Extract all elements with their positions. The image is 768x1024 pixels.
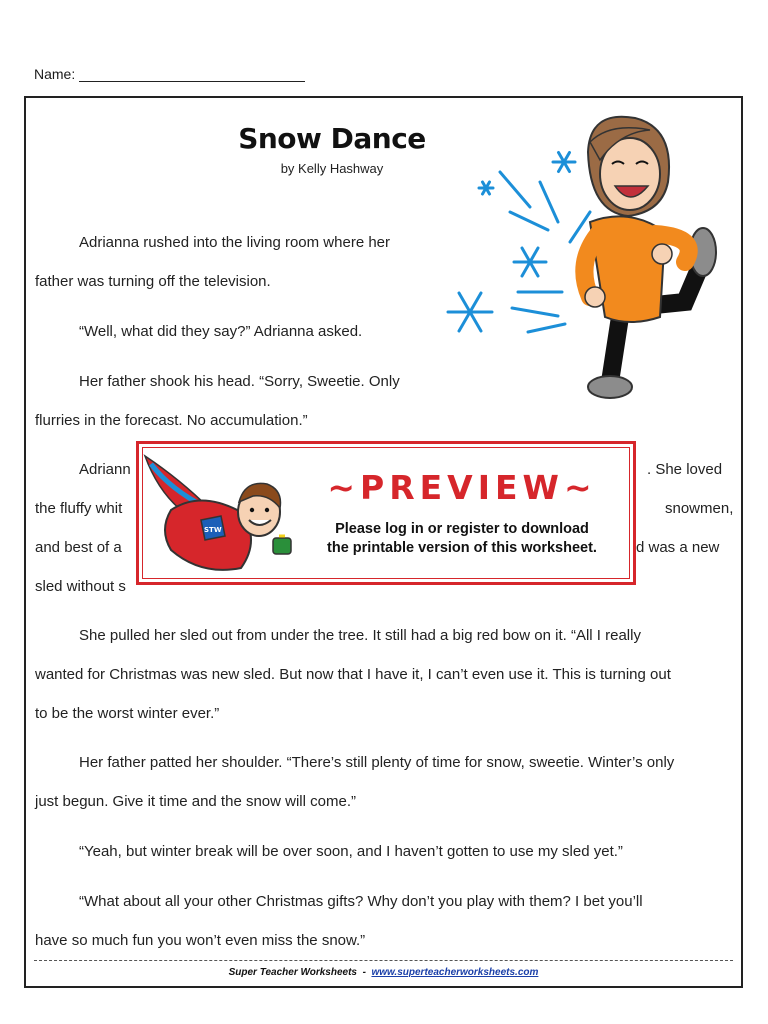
paragraph-2 <box>35 312 362 351</box>
story-byline: by Kelly Hashway <box>280 161 384 176</box>
motion-streak-icon <box>500 172 590 332</box>
paragraph-line: and best of a <box>35 539 122 556</box>
paragraph-3 <box>35 362 400 440</box>
paragraph-line: Adrianna rushed into the living room where her <box>79 234 391 251</box>
preview-banner[interactable] <box>136 441 636 585</box>
paragraph-line: Adriann <box>79 461 131 478</box>
paragraph-7 <box>35 832 623 871</box>
paragraph-line: the fluffy whit <box>35 500 123 517</box>
footer <box>26 967 741 978</box>
paragraph-line: father was turning off the television. <box>35 273 271 290</box>
dancing-girl-illustration <box>440 112 720 402</box>
story-title: Snow Dance <box>238 122 426 155</box>
paragraph-line: to be the worst winter ever.” <box>35 705 220 722</box>
name-underline <box>79 68 305 82</box>
paragraph-line: wanted for Christmas was new sled. But now that I have it, I can’t even use it. This is turning out <box>35 666 671 683</box>
paragraph-line: She pulled her sled out from under the tree. It still had a big red bow on it. “All I really <box>79 627 641 644</box>
preview-heading: ~PREVIEW~ <box>327 468 597 507</box>
snowflake-icon <box>448 153 575 332</box>
paragraph-8 <box>35 882 643 960</box>
paragraph-line: sled without s <box>35 578 126 595</box>
paragraph-line: “What about all your other Christmas gifts? Why don’t you play with them? I bet you’ll <box>79 893 643 910</box>
paragraph-line: “Yeah, but winter break will be over soon, and I haven’t gotten to use my sled yet.” <box>79 843 623 860</box>
preview-message-line: the printable version of this worksheet. <box>327 540 597 556</box>
paragraph-line: “Well, what did they say?” Adrianna asked. <box>79 323 363 340</box>
name-label: Name: <box>34 66 76 82</box>
paragraph-line: flurries in the forecast. No accumulation.” <box>35 412 308 429</box>
mascot-badge: STW <box>204 526 222 534</box>
footer-divider <box>34 960 733 961</box>
superhero-mascot-icon <box>141 450 301 580</box>
worksheet-frame <box>24 96 743 988</box>
footer-url-link[interactable]: www.superteacherworksheets.com <box>371 967 539 978</box>
name-field <box>34 66 305 82</box>
footer-separator: - <box>362 967 366 978</box>
paragraph-line: just begun. Give it time and the snow will come.” <box>35 793 356 810</box>
paragraph-line-tail: snowmen, <box>665 500 734 517</box>
paragraph-line: Her father patted her shoulder. “There’s still plenty of time for snow, sweetie. Winter’s only <box>79 754 675 771</box>
footer-brand: Super Teacher Worksheets <box>228 967 357 978</box>
preview-message-line: Please log in or register to download <box>335 521 589 537</box>
paragraph-line-tail: d was a new <box>636 539 720 556</box>
preview-message[interactable] <box>307 520 617 558</box>
paragraph-6 <box>35 743 674 821</box>
paragraph-line: have so much fun you won’t even miss the snow.” <box>35 932 366 949</box>
paragraph-line-tail: . She loved <box>647 461 723 478</box>
paragraph-5 <box>35 616 671 733</box>
paragraph-line: Her father shook his head. “Sorry, Sweetie. Only <box>79 373 400 390</box>
paragraph-1 <box>35 223 390 301</box>
